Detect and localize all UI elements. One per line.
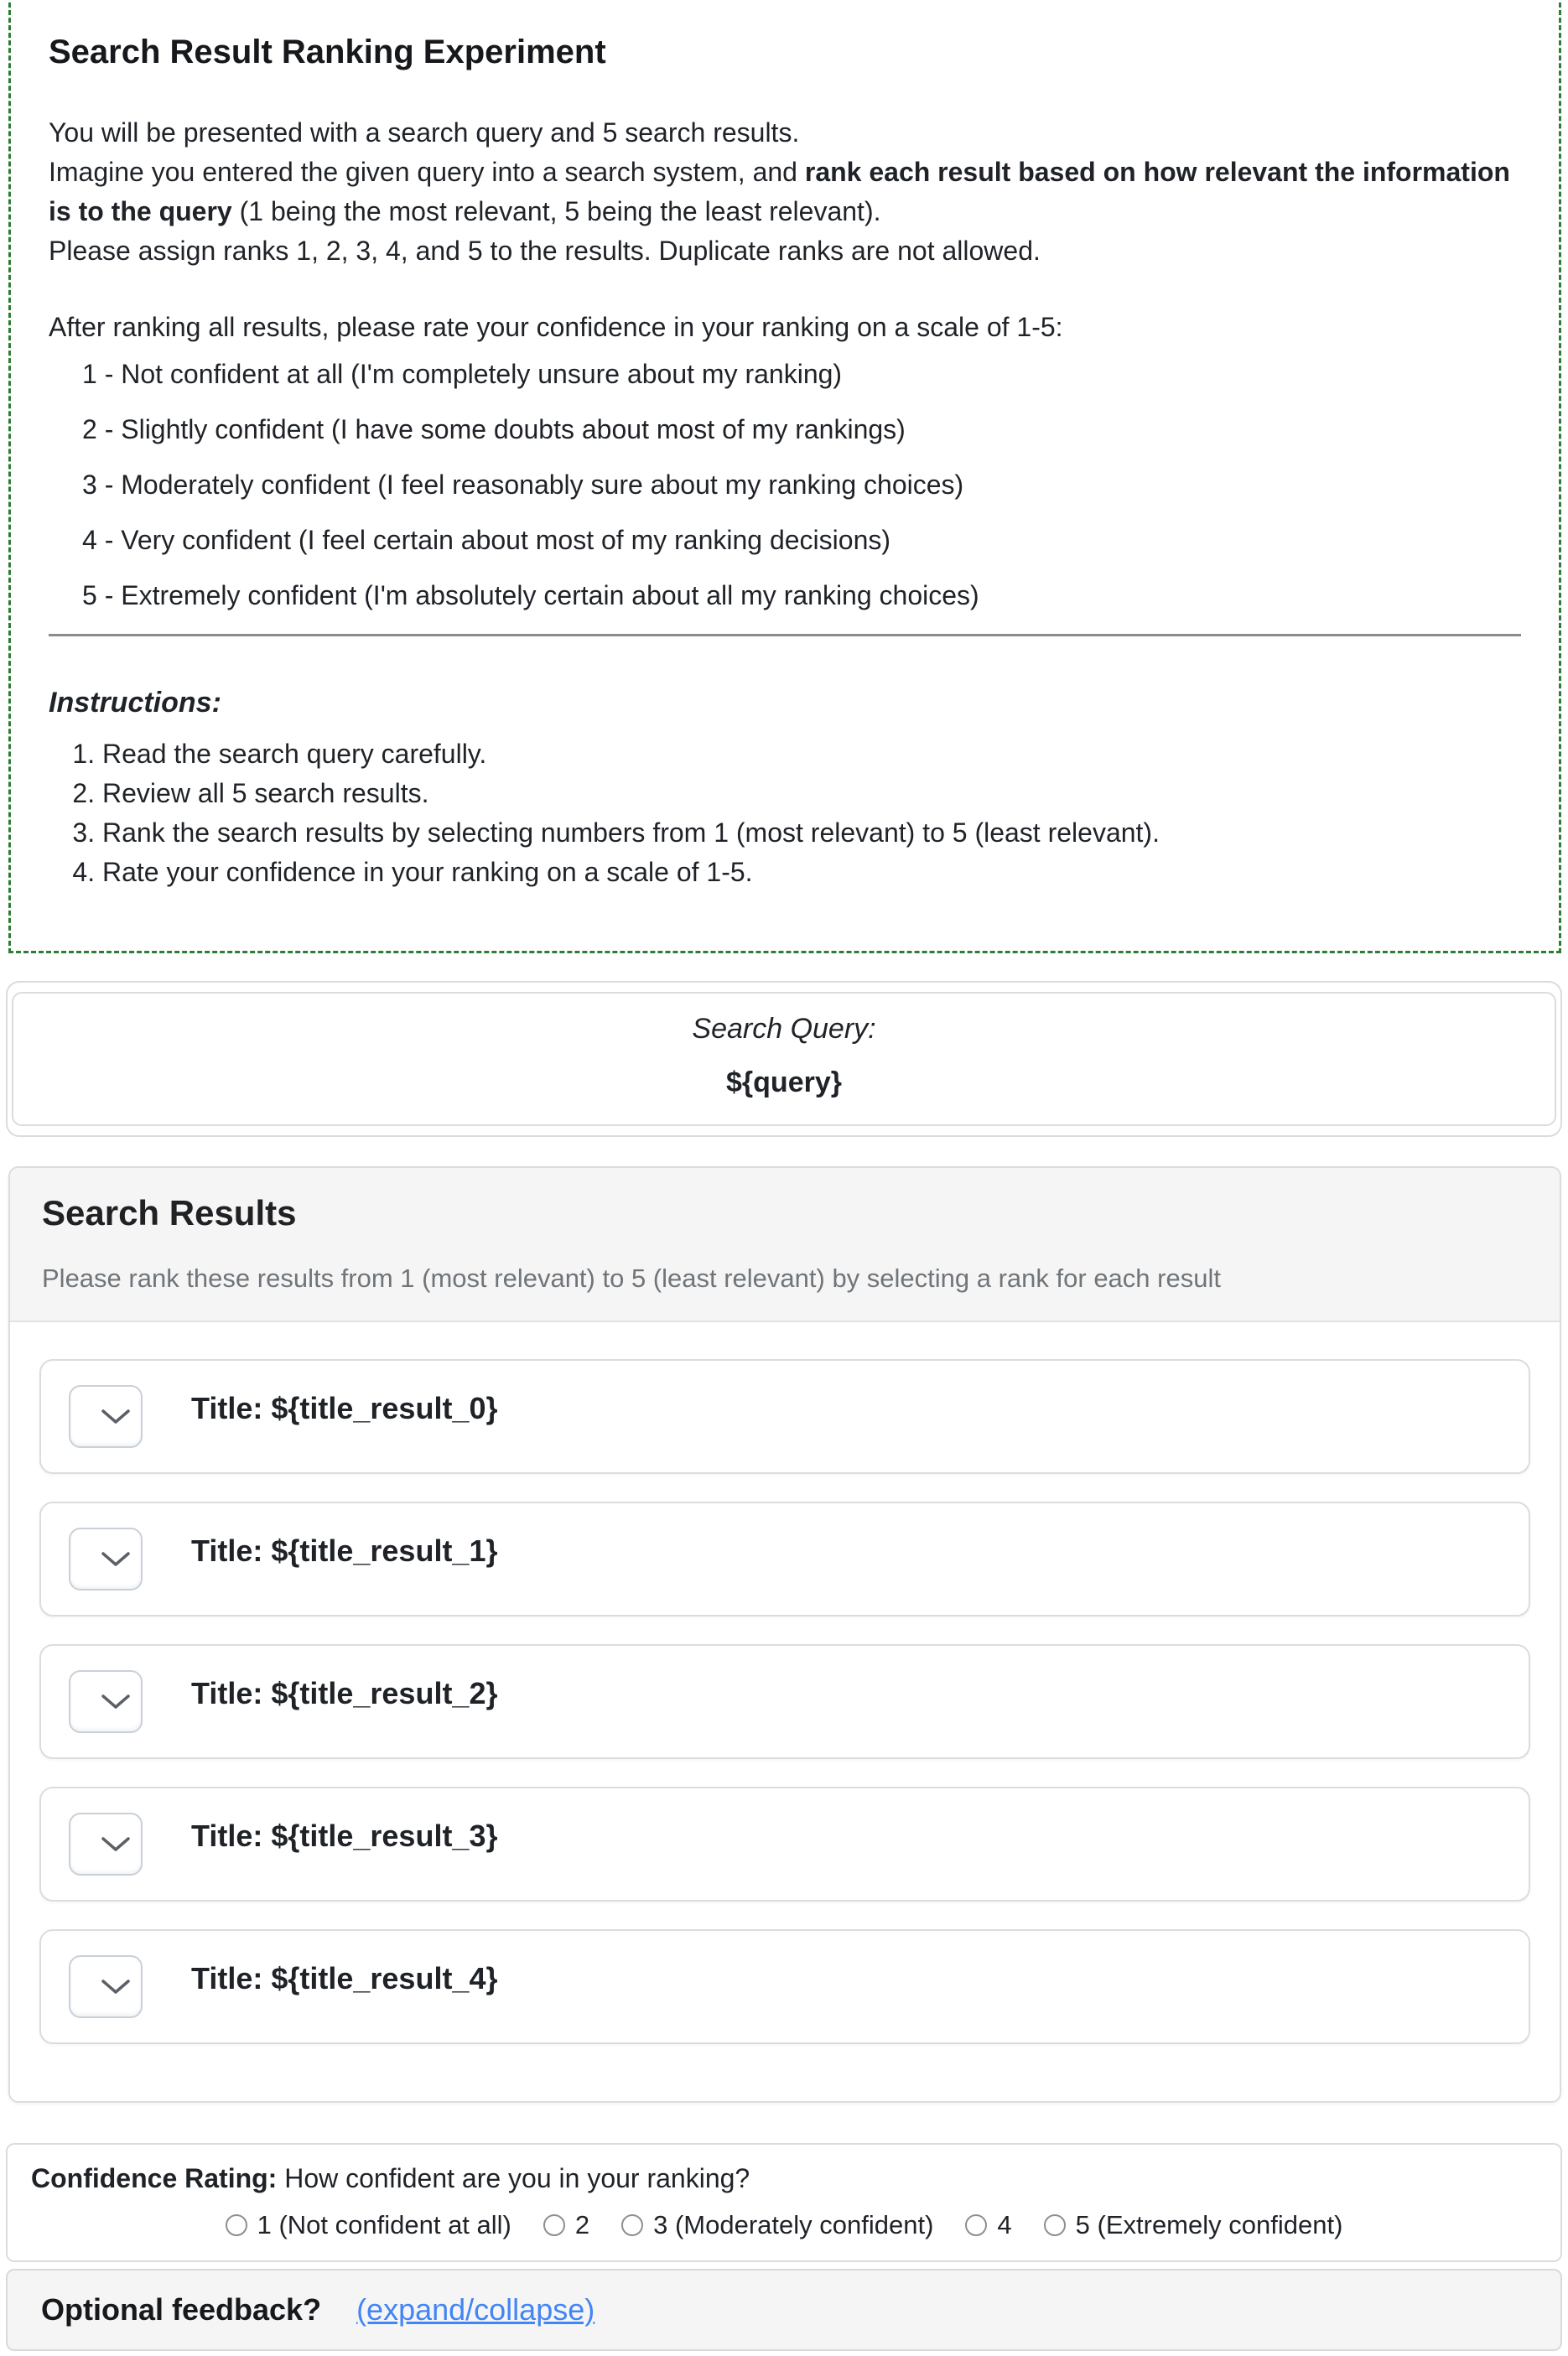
confidence-option-4-label: 4: [997, 2210, 1012, 2239]
query-box: [12, 992, 1556, 1126]
confidence-section: [6, 2143, 1562, 2262]
intro-line-2-pre: Imagine you entered the given query into a search system, and: [49, 157, 805, 187]
chevron-down-icon: [101, 1551, 131, 1568]
instruction-step-3: 3. Rank the search results by selecting numbers from 1 (most relevant) to 5 (least relevant).: [102, 813, 1521, 853]
radio-button-icon[interactable]: [965, 2214, 987, 2236]
confidence-option-4[interactable]: [965, 2208, 1011, 2242]
confidence-intro: After ranking all results, please rate your confidence in your ranking on a scale of 1-5:: [49, 312, 1063, 342]
feedback-section: [6, 2269, 1562, 2351]
intro-line-2-bold: rank each result based on how relevant the information: [804, 157, 1510, 187]
confidence-scale-item-5: 5 - Extremely confident (I'm absolutely certain about all my ranking choices): [82, 580, 979, 610]
result-title-0: Title: ${title_result_0}: [191, 1390, 498, 1425]
result-card-3: [39, 1787, 1530, 1902]
confidence-scale-item-4: 4 - Very confident (I feel certain about most of my ranking decisions): [82, 525, 891, 555]
search-results-panel: [8, 1166, 1561, 2103]
radio-button-icon[interactable]: [1044, 2214, 1066, 2236]
rank-select-1[interactable]: [69, 1528, 143, 1591]
confidence-scale-item-2: 2 - Slightly confident (I have some doubts about most of my rankings): [82, 414, 906, 444]
result-card-1: [39, 1502, 1530, 1617]
search-results-heading: Search Results: [42, 1193, 297, 1232]
confidence-scale-item-3: 3 - Moderately confident (I feel reasonably sure about my ranking choices): [82, 470, 964, 500]
confidence-option-1-label: 1 (Not confident at all): [257, 2210, 511, 2239]
confidence-option-3[interactable]: [621, 2208, 933, 2242]
instruction-step-2: 2. Review all 5 search results.: [102, 774, 1521, 813]
rank-select-0[interactable]: [69, 1385, 143, 1448]
result-card-0: [39, 1359, 1530, 1474]
confidence-scale-list: [49, 354, 1521, 615]
search-results-header: [10, 1168, 1560, 1322]
instruction-step-1: 1. Read the search query carefully.: [102, 734, 1521, 774]
confidence-option-5[interactable]: [1044, 2208, 1343, 2242]
result-title-3: Title: ${title_result_3}: [191, 1818, 498, 1853]
confidence-question-text: How confident are you in your ranking?: [277, 2163, 750, 2193]
confidence-option-3-label: 3 (Moderately confident): [653, 2210, 934, 2239]
query-label: Search Query:: [692, 1013, 876, 1045]
result-title-2: Title: ${title_result_2}: [191, 1675, 498, 1710]
result-title-1: Title: ${title_result_1}: [191, 1533, 498, 1568]
confidence-option-1[interactable]: [226, 2208, 511, 2242]
intro-line-4: Please assign ranks 1, 2, 3, 4, and 5 to the results. Duplicate ranks are not allowed.: [49, 236, 1041, 266]
radio-button-icon[interactable]: [543, 2214, 565, 2236]
feedback-label: Optional feedback?: [41, 2292, 322, 2327]
confidence-option-2[interactable]: [543, 2208, 589, 2242]
radio-button-icon[interactable]: [226, 2214, 247, 2236]
chevron-down-icon: [101, 1409, 131, 1425]
query-value: ${query}: [726, 1066, 842, 1098]
chevron-down-icon: [101, 1836, 131, 1853]
instructions-panel: [8, 0, 1561, 953]
instructions-steps: [49, 734, 1521, 892]
confidence-option-2-label: 2: [574, 2210, 590, 2239]
rank-select-4[interactable]: [69, 1955, 143, 2018]
intro-line-3-rest: (1 being the most relevant, 5 being the least relevant).: [231, 196, 881, 226]
radio-button-icon[interactable]: [621, 2214, 643, 2236]
confidence-option-5-label: 5 (Extremely confident): [1075, 2210, 1343, 2239]
confidence-question: [31, 2161, 1537, 2195]
rank-select-2[interactable]: [69, 1670, 143, 1733]
confidence-radio-group: [31, 2208, 1537, 2242]
confidence-scale-item-1: 1 - Not confident at all (I'm completely unsure about my ranking): [82, 359, 843, 389]
chevron-down-icon: [101, 1979, 131, 1995]
intro-line-1: You will be presented with a search query and 5 search results.: [49, 117, 800, 148]
query-section: [6, 981, 1562, 1137]
experiment-title: Search Result Ranking Experiment: [49, 34, 606, 70]
instructions-heading: Instructions:: [49, 687, 221, 719]
result-card-4: [39, 1929, 1530, 2044]
intro-paragraph: [49, 113, 1521, 271]
result-card-2: [39, 1644, 1530, 1759]
search-results-subtitle: Please rank these results from 1 (most relevant) to 5 (least relevant) by selecting a rank for each result: [42, 1264, 1221, 1293]
rank-select-3[interactable]: [69, 1813, 143, 1876]
result-title-4: Title: ${title_result_4}: [191, 1960, 498, 1995]
feedback-expand-collapse-link[interactable]: (expand/collapse): [356, 2292, 595, 2327]
search-results-list: [10, 1322, 1560, 2101]
chevron-down-icon: [101, 1694, 131, 1710]
confidence-label: Confidence Rating:: [31, 2163, 278, 2193]
intro-line-3-bold: is to the query: [49, 196, 232, 226]
instruction-step-4: 4. Rate your confidence in your ranking on a scale of 1-5.: [102, 853, 1521, 892]
section-divider: [49, 634, 1521, 636]
